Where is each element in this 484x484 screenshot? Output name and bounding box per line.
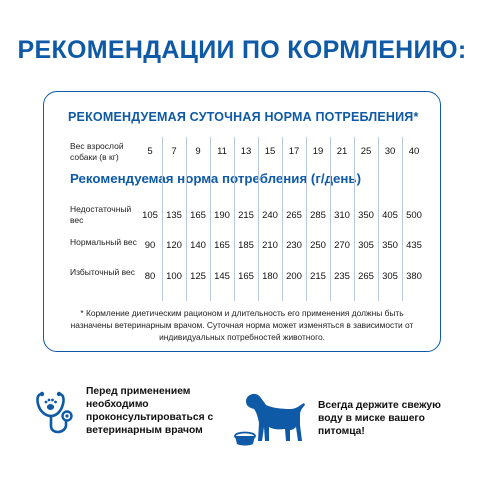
table-cell: 435: [406, 240, 422, 251]
table-cell: 270: [334, 240, 350, 251]
stethoscope-paw-icon: [34, 390, 80, 438]
weight-cell: 30: [384, 146, 396, 157]
vet-consult-text: Перед применением необходимо проконсультироваться с ветеринарным врачом: [86, 386, 214, 436]
table-cell: 125: [190, 271, 206, 282]
table-cell: 305: [358, 240, 374, 251]
table-cell: 90: [144, 240, 156, 251]
table-cell: 305: [382, 271, 398, 282]
column-divider: [378, 137, 379, 301]
table-cell: 210: [262, 240, 278, 251]
table-cell: 120: [166, 240, 182, 251]
table-cell: 265: [358, 271, 374, 282]
water-bowl-icon: [234, 431, 256, 447]
weight-cell: 13: [240, 146, 252, 157]
column-divider: [306, 137, 307, 301]
column-divider: [354, 137, 355, 301]
table-cell: 135: [166, 210, 182, 221]
weight-cell: 19: [312, 146, 324, 157]
table-cell: 165: [214, 240, 230, 251]
table-cell: 350: [358, 210, 374, 221]
page-title: РЕКОМЕНДАЦИИ ПО КОРМЛЕНИЮ:: [17, 36, 467, 64]
table-cell: 165: [238, 271, 254, 282]
table-cell: 230: [286, 240, 302, 251]
table-cell: 185: [238, 240, 254, 251]
table-cell: 500: [406, 210, 422, 221]
table-cell: 190: [214, 210, 230, 221]
column-divider: [234, 137, 235, 301]
weight-cell: 40: [408, 146, 420, 157]
table-cell: 140: [190, 240, 206, 251]
column-divider: [258, 137, 259, 301]
weight-cell: 7: [171, 146, 177, 157]
column-divider: [210, 137, 211, 301]
table-cell: 215: [310, 271, 326, 282]
fresh-water-text: Всегда держите свежую воду в миске вашего питомца!: [318, 400, 441, 437]
table-cell: 145: [214, 271, 230, 282]
table-cell: 405: [382, 210, 398, 221]
weight-cell: 5: [147, 146, 153, 157]
table-cell: 215: [238, 210, 254, 221]
column-divider: [186, 137, 187, 301]
table-cell: 285: [310, 210, 326, 221]
card-title: РЕКОМЕНДУЕМАЯ СУТОЧНАЯ НОРМА ПОТРЕБЛЕНИЯ*: [68, 110, 419, 124]
table-cell: 235: [334, 271, 350, 282]
weight-cell: 21: [336, 146, 348, 157]
row-label-overweight: Избыточный вес: [70, 267, 135, 277]
weight-cell: 15: [264, 146, 276, 157]
footnote: * Кормление диетическим рационом и длительность его применения должны быть назначены ветеринарным врачом. Суточная норма может изменяться в зависимости от индивидуальных потребностей животного.: [70, 308, 414, 342]
row-label-underweight: Недостаточный вес: [70, 204, 132, 225]
column-divider: [162, 137, 163, 301]
weight-cell: 9: [195, 146, 201, 157]
column-divider: [282, 137, 283, 301]
weight-cell: 25: [360, 146, 372, 157]
column-divider: [402, 137, 403, 301]
table-cell: 250: [310, 240, 326, 251]
table-cell: 240: [262, 210, 278, 221]
table-cell: 380: [406, 271, 422, 282]
row-label-normal: Нормальный вес: [70, 237, 137, 247]
weight-label: Вес взрослой собаки (в кг): [70, 141, 124, 162]
column-divider: [330, 137, 331, 301]
table-cell: 180: [262, 271, 278, 282]
table-cell: 105: [142, 210, 158, 221]
table-cell: 100: [166, 271, 182, 282]
table-cell: 310: [334, 210, 350, 221]
table-cell: 80: [144, 271, 156, 282]
table-cell: 200: [286, 271, 302, 282]
table-cell: 350: [382, 240, 398, 251]
weight-cell: 11: [217, 146, 227, 157]
weight-cell: 17: [288, 146, 300, 157]
table-subtitle: Рекомендуемая норма потребления (г/день): [70, 171, 362, 186]
table-cell: 265: [286, 210, 302, 221]
table-cell: 165: [190, 210, 206, 221]
